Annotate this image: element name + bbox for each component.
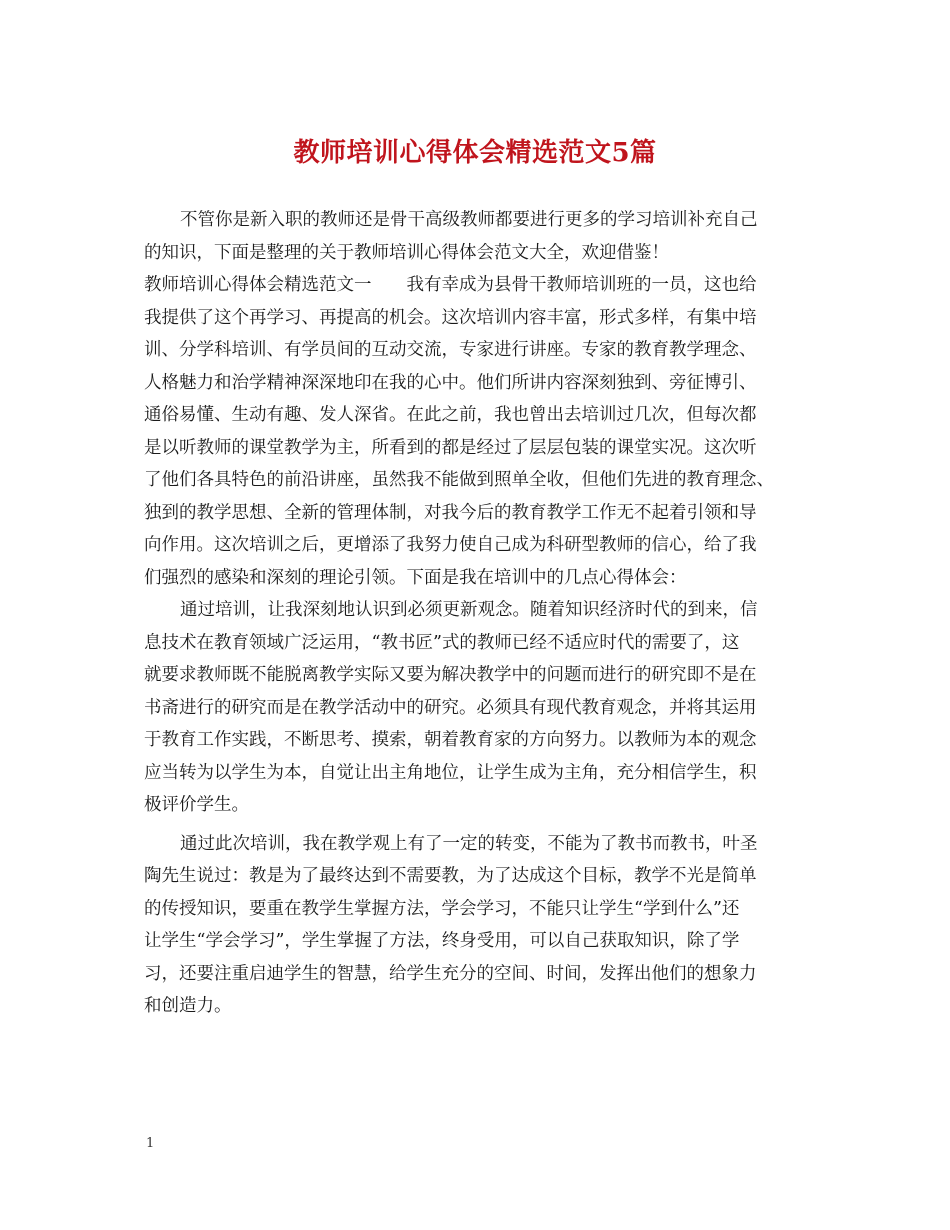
paragraph-line: 陶先生说过：教是为了最终达到不需要教，为了达成这个目标，教学不光是简单 (144, 866, 757, 886)
paragraph-line: 是以听教师的课堂教学为主，所看到的都是经过了层层包装的课堂实况。这次听 (144, 437, 757, 458)
paragraph-line: 和创造力。 (144, 996, 232, 1016)
paragraph-line: 们强烈的感染和深刻的理论引领。下面是我在培训中的几点心得体会： (144, 567, 687, 588)
paragraph-line: 不管你是新入职的教师还是骨干高级教师都要进行更多的学习培训补充自己 (180, 210, 758, 230)
paragraph-line: 通过培训，让我深刻地认识到必须更新观念。随着知识经济时代的到来，信 (180, 600, 758, 620)
paragraph-line: 训、分学科培训、有学员间的互动交流，专家进行讲座。专家的教育教学理念、 (144, 340, 757, 360)
paragraph-line: 的传授知识，要重在教学生掌握方法，学会学习，不能只让学生“学到什么”还 (144, 898, 740, 919)
paragraph-line: 于教育工作实践，不断思考、摸索，朝着教育家的方向努力。以教师为本的观念 (144, 730, 757, 750)
paragraph-line: 的知识，下面是整理的关于教师培训心得体会范文大全，欢迎借鉴！ (144, 242, 669, 263)
paragraph-line: 书斋进行的研究而是在教学活动中的研究。必须具有现代教育观念，并将其运用 (144, 697, 757, 718)
paragraph-line: 让学生“学会学习”，学生掌握了方法，终身受用，可以自己获取知识，除了学 (144, 931, 740, 951)
document-title: 教师培训心得体会精选范文5篇 (293, 138, 657, 168)
paragraph-line: 人格魅力和治学精神深深地印在我的心中。他们所讲内容深刻独到、旁征博引、 (144, 372, 757, 393)
paragraph-line: 习，还要注重启迪学生的智慧，给学生充分的空间、时间，发挥出他们的想象力 (144, 963, 757, 984)
paragraph-line: 通俗易懂、生动有趣、发人深省。在此之前，我也曾出去培训过几次，但每次都 (144, 405, 757, 425)
paragraph-line: 向作用。这次培训之后，更增添了我努力使自己成为科研型教师的信心，给了我 (144, 535, 757, 555)
paragraph-line: 我提供了这个再学习、再提高的机会。这次培训内容丰富，形式多样，有集中培 (144, 307, 757, 328)
page-number: 1 (146, 1136, 155, 1151)
paragraph-line: 教师培训心得体会精选范文一 我有幸成为县骨干教师培训班的一员，这也给 (144, 275, 757, 295)
paragraph-line: 就要求教师既不能脱离教学实际又要为解决教学中的问题而进行的研究即不是在 (144, 665, 757, 685)
paragraph-line: 应当转为以学生为本，自觉让出主角地位，让学生成为主角，充分相信学生，积 (144, 762, 757, 783)
paragraph-line: 极评价学生。 (144, 795, 249, 815)
document-body (144, 204, 824, 1023)
paragraph-line: 通过此次培训，我在教学观上有了一定的转变，不能为了教书而教书，叶圣 (180, 833, 758, 854)
paragraph-line: 了他们各具特色的前沿讲座，虽然我不能做到照单全收，但他们先进的教育理念、 (144, 470, 774, 490)
paragraph-line: 独到的教学思想、全新的管理体制，对我今后的教育教学工作无不起着引领和导 (144, 502, 757, 523)
paragraph-line: 息技术在教育领域广泛运用，“教书匠”式的教师已经不适应时代的需要了，这 (144, 632, 740, 653)
